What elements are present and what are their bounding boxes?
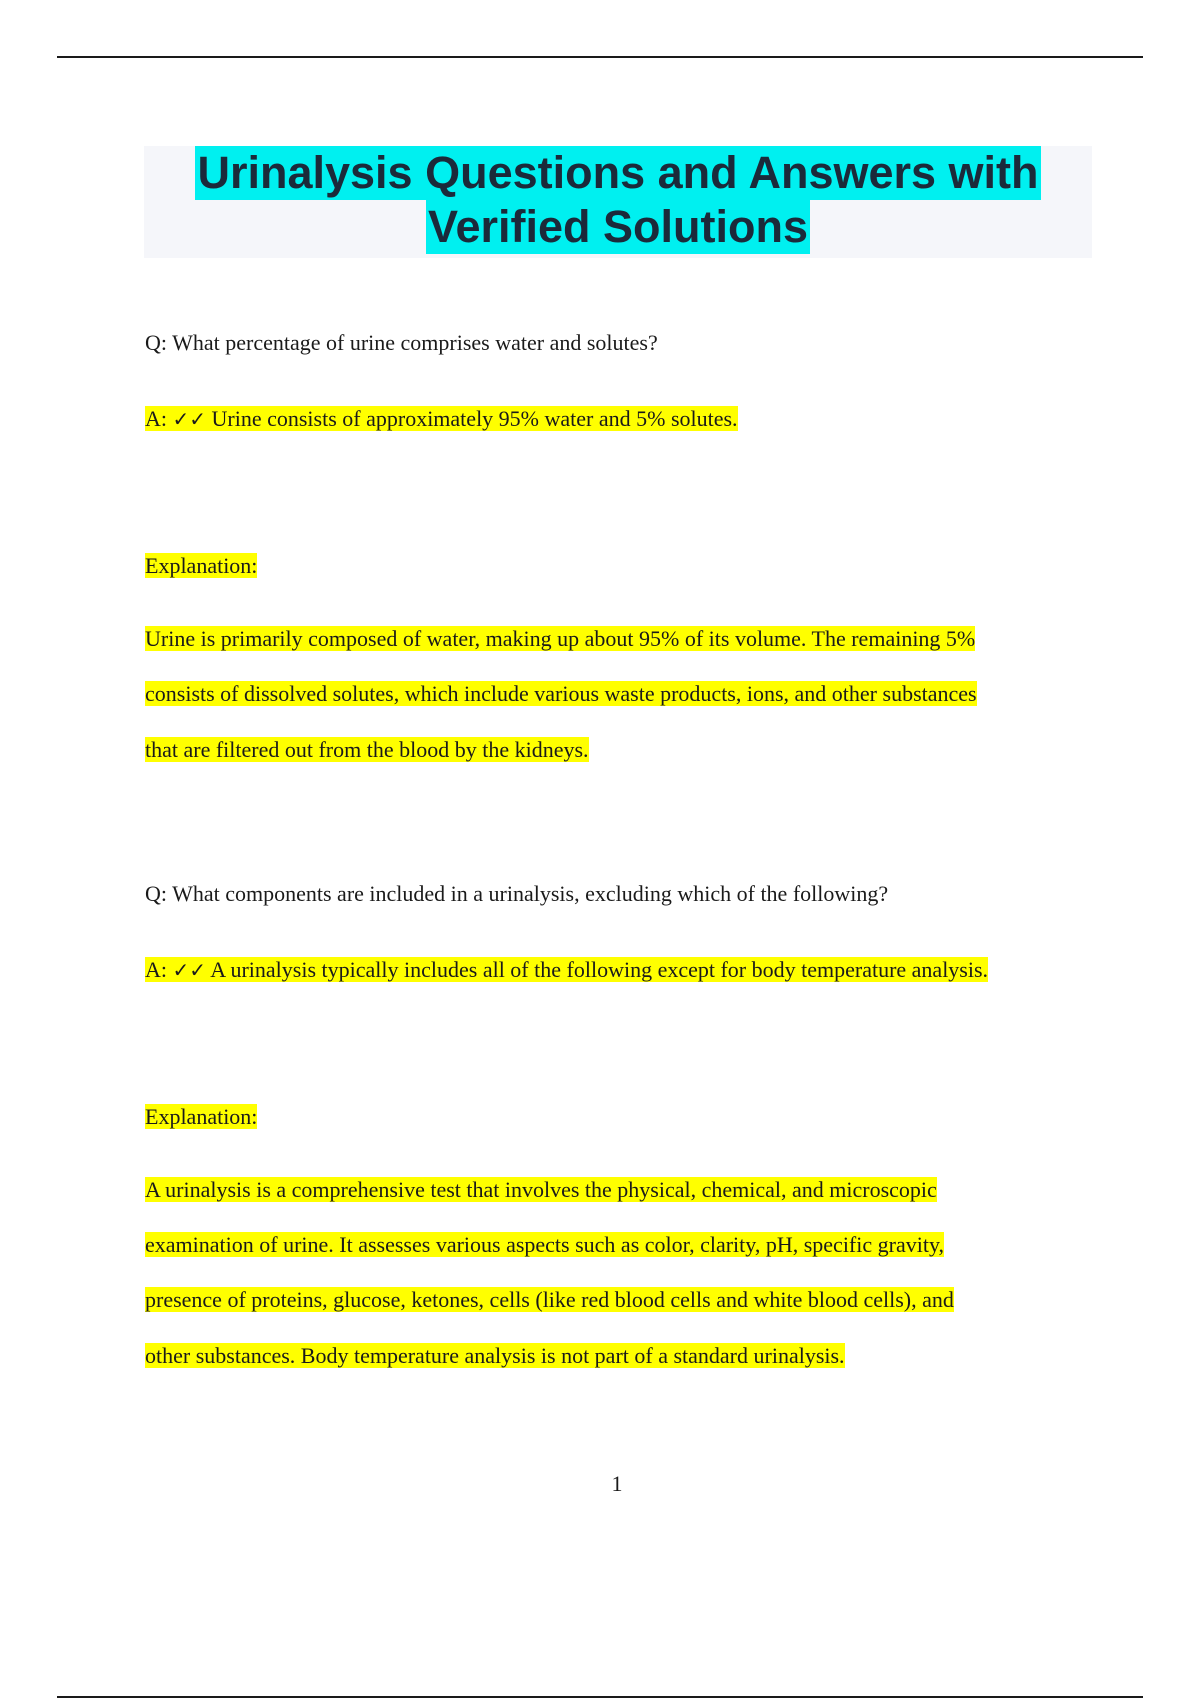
answer-2 <box>145 956 988 984</box>
title-line-1: Urinalysis Questions and Answers with <box>197 147 1039 198</box>
double-check-icon: ✓✓ <box>172 958 207 982</box>
answer-1-prefix: A: <box>145 406 173 431</box>
question-1: Q: What percentage of urine comprises water and solutes? <box>145 330 658 355</box>
explanation-1-label: Explanation: <box>145 553 258 578</box>
footer-rule <box>57 1696 1143 1698</box>
question-2: Q: What components are included in a urinalysis, excluding which of the following? <box>145 881 889 906</box>
title-line-2: Verified Solutions <box>427 201 809 252</box>
explanation-2-line-1: A urinalysis is a comprehensive test that involves the physical, chemical, and microscopic <box>145 1177 937 1202</box>
explanation-2-line-2: examination of urine. It assesses various aspects such as color, clarity, pH, specific gravity, <box>145 1232 945 1257</box>
explanation-2-line-3: presence of proteins, glucose, ketones, cells (like red blood cells and white blood cells), and <box>145 1287 954 1312</box>
explanation-2-line-4: other substances. Body temperature analysis is not part of a standard urinalysis. <box>145 1343 845 1368</box>
double-check-icon: ✓✓ <box>172 407 207 431</box>
explanation-1-line-1: Urine is primarily composed of water, making up about 95% of its volume. The remaining 5% <box>145 626 976 651</box>
answer-2-prefix: A: <box>145 957 173 982</box>
header-rule <box>57 56 1143 58</box>
document-title <box>144 146 1092 258</box>
explanation-2-label: Explanation: <box>145 1104 258 1129</box>
explanation-1-line-2: consists of dissolved solutes, which include various waste products, ions, and other substances <box>145 681 977 706</box>
answer-2-text: A urinalysis typically includes all of the following except for body temperature analysis. <box>206 957 989 982</box>
answer-1 <box>145 405 738 433</box>
page-number: 1 <box>611 1471 623 1496</box>
answer-1-text: Urine consists of approximately 95% water and 5% solutes. <box>206 406 738 431</box>
explanation-1-line-3: that are filtered out from the blood by the kidneys. <box>145 737 589 762</box>
